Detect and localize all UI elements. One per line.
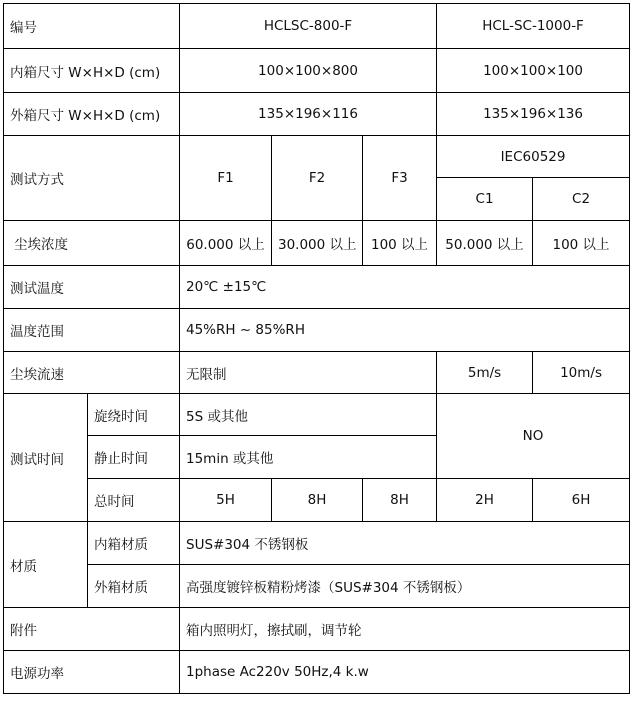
total-time-f1: 5H — [180, 479, 272, 522]
rest-time-value: 15min 或其他 — [180, 436, 437, 479]
row-spin-time — [4, 394, 630, 436]
label-outer-size: 外箱尺寸 W×H×D (cm) — [4, 93, 180, 136]
label-test-method: 测试方式 — [4, 136, 180, 221]
row-total-time — [4, 479, 630, 522]
row-model — [4, 4, 630, 49]
inner-size-value-2: 100×100×100 — [437, 49, 630, 93]
method-f3: F3 — [363, 136, 437, 221]
model-value-2: HCL-SC-1000-F — [437, 4, 630, 49]
label-humidity-range: 温度范围 — [4, 309, 180, 352]
label-rest-time: 静止时间 — [88, 436, 180, 479]
accessory-value: 箱内照明灯，擦拭刷，调节轮 — [180, 608, 630, 651]
dust-conc-f1: 60.000 以上 — [180, 221, 272, 266]
total-time-f3: 8H — [363, 479, 437, 522]
spec-table — [3, 3, 630, 694]
row-dust-conc — [4, 221, 630, 266]
row-test-method — [4, 136, 630, 178]
label-model: 编号 — [4, 4, 180, 49]
total-time-f2: 8H — [272, 479, 363, 522]
row-outer-size — [4, 93, 630, 136]
label-inner-material: 内箱材质 — [88, 522, 180, 565]
spin-time-value: 5S 或其他 — [180, 394, 437, 436]
dust-conc-f2: 30.000 以上 — [272, 221, 363, 266]
outer-size-value-1: 135×196×116 — [180, 93, 437, 136]
row-humidity-range — [4, 309, 630, 352]
method-f2: F2 — [272, 136, 363, 221]
total-time-c1: 2H — [437, 479, 533, 522]
label-accessory: 附件 — [4, 608, 180, 651]
spin-rest-no-value: NO — [437, 394, 630, 479]
method-iec: IEC60529 — [437, 136, 630, 178]
humidity-range-value: 45%RH ~ 85%RH — [180, 309, 630, 352]
method-c1: C1 — [437, 178, 533, 221]
row-dust-flow — [4, 352, 630, 394]
label-test-temp: 测试温度 — [4, 266, 180, 309]
label-spin-time: 旋绕时间 — [88, 394, 180, 436]
row-inner-size — [4, 49, 630, 93]
dust-flow-c1: 5m/s — [437, 352, 533, 394]
row-power — [4, 651, 630, 694]
inner-material-value: SUS#304 不锈钢板 — [180, 522, 630, 565]
outer-material-value: 高强度镀锌板精粉烤漆（SUS#304 不锈钢板） — [180, 565, 630, 608]
label-material: 材质 — [4, 522, 88, 608]
test-temp-value: 20℃ ±15℃ — [180, 266, 630, 309]
label-dust-flow: 尘埃流速 — [4, 352, 180, 394]
power-value: 1phase Ac220v 50Hz,4 k.w — [180, 651, 630, 694]
row-outer-material — [4, 565, 630, 608]
row-accessory — [4, 608, 630, 651]
label-inner-size: 内箱尺寸 W×H×D (cm) — [4, 49, 180, 93]
total-time-c2: 6H — [533, 479, 630, 522]
label-outer-material: 外箱材质 — [88, 565, 180, 608]
dust-flow-value: 无限制 — [180, 352, 437, 394]
method-f1: F1 — [180, 136, 272, 221]
label-test-time: 测试时间 — [4, 394, 88, 522]
method-c2: C2 — [533, 178, 630, 221]
row-test-temp — [4, 266, 630, 309]
label-total-time: 总时间 — [88, 479, 180, 522]
label-dust-conc: 尘埃浓度 — [4, 221, 180, 266]
outer-size-value-2: 135×196×136 — [437, 93, 630, 136]
model-value-1: HCLSC-800-F — [180, 4, 437, 49]
dust-conc-f3: 100 以上 — [363, 221, 437, 266]
dust-conc-c2: 100 以上 — [533, 221, 630, 266]
row-inner-material — [4, 522, 630, 565]
inner-size-value-1: 100×100×800 — [180, 49, 437, 93]
label-power: 电源功率 — [4, 651, 180, 694]
dust-flow-c2: 10m/s — [533, 352, 630, 394]
dust-conc-c1: 50.000 以上 — [437, 221, 533, 266]
